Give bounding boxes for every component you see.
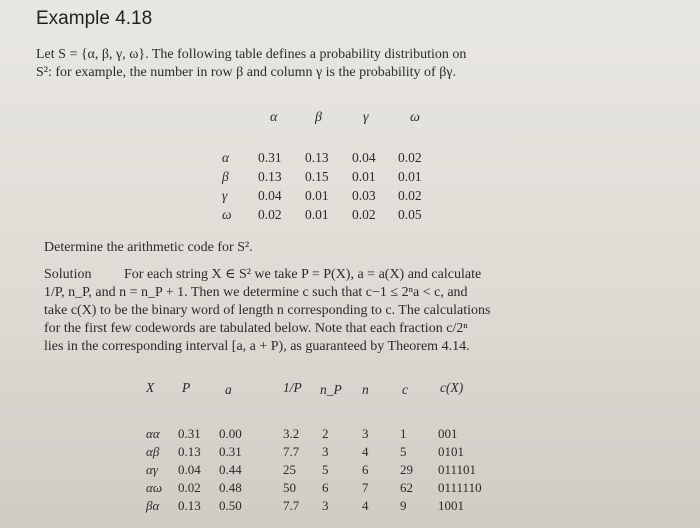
cell-inv-p: 7.7 xyxy=(283,444,300,459)
table-header-a: a xyxy=(225,382,232,397)
cell-inv-p: 50 xyxy=(283,480,296,495)
cell-cx: 001 xyxy=(438,426,458,441)
table-header-c: c xyxy=(402,382,408,397)
example-heading: Example 4.18 xyxy=(36,8,153,29)
cell-x: αβ xyxy=(146,444,160,459)
solution-line-4: for the first few codewords are tabulated below. Note that each fraction c/2ⁿ xyxy=(44,321,468,336)
cell-n: 4 xyxy=(362,498,369,513)
solution-line-2: 1/P, n_P, and n = n_P + 1. Then we determine c such that c−1 ≤ 2ⁿa < c, and xyxy=(44,285,468,300)
table-header-inv-p: 1/P xyxy=(283,380,302,395)
cell-c: 1 xyxy=(400,426,407,441)
matrix-col-header: β xyxy=(315,110,322,125)
table-header-n: n xyxy=(362,382,369,397)
cell-n: 4 xyxy=(362,444,369,459)
cell-cx: 1001 xyxy=(438,498,464,513)
matrix-row-label: α xyxy=(222,150,230,165)
table-header-x: X xyxy=(146,380,155,395)
cell-c: 29 xyxy=(400,462,413,477)
cell-c: 5 xyxy=(400,444,407,459)
matrix-cell: 0.02 xyxy=(398,188,422,203)
question-text: Determine the arithmetic code for S². xyxy=(44,240,253,255)
cell-p: 0.02 xyxy=(178,480,201,495)
cell-x: αω xyxy=(146,480,163,495)
cell-n: 3 xyxy=(362,426,369,441)
intro-line-2: S²: for example, the number in row β and column γ is the probability of βγ. xyxy=(36,65,457,80)
cell-cx: 0101 xyxy=(438,444,464,459)
matrix-cell: 0.31 xyxy=(258,150,282,165)
matrix-cell: 0.01 xyxy=(398,169,422,184)
solution-line-3: take c(X) to be the binary word of length n corresponding to c. The calculations xyxy=(44,303,491,318)
table-header-np: n_P xyxy=(320,382,342,397)
matrix-cell: 0.04 xyxy=(352,150,376,165)
matrix-row-label: γ xyxy=(222,188,228,203)
matrix-cell: 0.04 xyxy=(258,188,282,203)
cell-np: 3 xyxy=(322,444,329,459)
matrix-cell: 0.01 xyxy=(352,169,376,184)
cell-a: 0.50 xyxy=(219,498,242,513)
matrix-cell: 0.02 xyxy=(352,207,376,222)
cell-cx: 0111110 xyxy=(438,480,482,495)
solution-label: Solution xyxy=(44,267,92,282)
matrix-cell: 0.01 xyxy=(305,188,329,203)
solution-line-1: For each string X ∈ S² we take P = P(X), a = a(X) and calculate xyxy=(124,267,482,282)
matrix-row-label: ω xyxy=(222,207,232,222)
cell-np: 2 xyxy=(322,426,329,441)
cell-p: 0.04 xyxy=(178,462,201,477)
cell-c: 9 xyxy=(400,498,407,513)
matrix-cell: 0.15 xyxy=(305,169,329,184)
matrix-cell: 0.01 xyxy=(305,207,329,222)
cell-inv-p: 3.2 xyxy=(283,426,300,441)
cell-c: 62 xyxy=(400,480,413,495)
cell-inv-p: 25 xyxy=(283,462,296,477)
cell-a: 0.31 xyxy=(219,444,242,459)
matrix-col-header: γ xyxy=(363,110,369,125)
matrix-cell: 0.02 xyxy=(398,150,422,165)
cell-x: αα xyxy=(146,426,160,441)
cell-np: 6 xyxy=(322,480,329,495)
matrix-col-header: ω xyxy=(410,110,420,125)
matrix-cell: 0.02 xyxy=(258,207,282,222)
cell-np: 3 xyxy=(322,498,329,513)
cell-x: αγ xyxy=(146,462,158,477)
matrix-cell: 0.13 xyxy=(305,150,329,165)
cell-x: βα xyxy=(146,498,160,513)
cell-inv-p: 7.7 xyxy=(283,498,300,513)
cell-p: 0.13 xyxy=(178,498,201,513)
cell-a: 0.44 xyxy=(219,462,242,477)
matrix-row-label: β xyxy=(222,169,229,184)
cell-a: 0.00 xyxy=(219,426,242,441)
cell-n: 6 xyxy=(362,462,369,477)
cell-n: 7 xyxy=(362,480,369,495)
matrix-cell: 0.03 xyxy=(352,188,376,203)
cell-p: 0.13 xyxy=(178,444,201,459)
solution-line-5: lies in the corresponding interval [a, a + P), as guaranteed by Theorem 4.14. xyxy=(44,339,470,354)
cell-cx: 011101 xyxy=(438,462,477,477)
intro-line-1: Let S = {α, β, γ, ω}. The following table defines a probability distribution on xyxy=(36,47,467,62)
cell-np: 5 xyxy=(322,462,329,477)
matrix-col-header: α xyxy=(270,110,278,125)
table-header-cx: c(X) xyxy=(440,380,464,395)
matrix-cell: 0.13 xyxy=(258,169,282,184)
table-header-p: P xyxy=(182,380,191,395)
matrix-cell: 0.05 xyxy=(398,207,422,222)
cell-a: 0.48 xyxy=(219,480,242,495)
cell-p: 0.31 xyxy=(178,426,201,441)
